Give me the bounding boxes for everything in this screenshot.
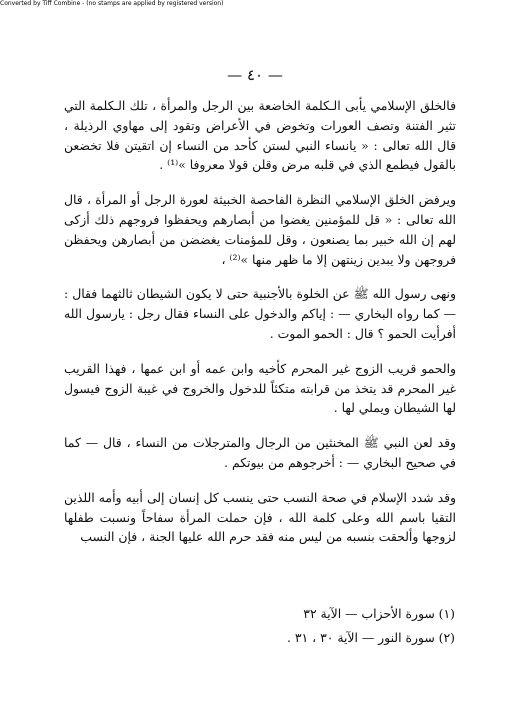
paragraph-seclusion: ونهى رسول الله ﷺ عن الخلوة بالأجنبية حتى لا يكون الشيطان ثالثهما فقال : — كما رواه البخاري — : إياكم والدخول على النساء فقال رجل : يارسول الله أفرأيت الحمو ؟ قال : الحمو الموت . — [64, 286, 456, 341]
paragraph-speech: فالخلق الإسلامي يأبى الـكلمة الخاضعة بين الرجل والمرأة ، تلك الـكلمة التي تثير الفتنة وتصف العورات وتخوض في الأعراض وتقود إلى مهاوي الرذيلة ، قال الله تعالى : « يانساء النبي لستن كأحد من النساء إن اتقيتن فلا تخضعن بالقول فيطمع الذي في قلبه مرض وقلن قولا معروفا »⁽¹⁾ . — [64, 98, 456, 173]
paragraph-in-law: والحمو قريب الزوج غير المحرم كأخيه وابن عمه أو ابن عمها ، فهذا القريب غير المحرم قد يتخذ من قرابته متكئاً للدخول والخروج في غيبة الزوج فيسول لها الشيطان ويملي لها . — [64, 360, 456, 416]
footnote-1: (١) سورة الأحزاب — الآية ٣٢ — [303, 606, 455, 621]
paragraph-lineage: وقد شدد الإسلام في صحة النسب حتى ينسب كل إنسان إلى أبيه وأمه اللذين التقيا باسم الله وعلى كلمة الله ، فإن حملت المرأة سفاحاً ونسبت طفلها لزوجها وألحقت بنسبه من ليس منه فقد حرم الله عليها الجنة ، فإن النسب — [64, 489, 456, 545]
converter-banner: Converted by Tiff Combine - (no stamps are applied by registered version) — [0, 0, 224, 7]
page-number: — ٤٠ — — [227, 66, 283, 84]
footnote-2: (٢) سورة النور — الآية ٣٠ ، ٣١ . — [286, 630, 455, 645]
footnotes — [240, 602, 455, 650]
paragraph-gaze: ويرفض الخلق الإسلامي النظرة الفاحصة الخبيثة لعورة الرجل أو المرأة ، قال الله تعالى : « قل للمؤمنين يغضوا من أبصارهم ويحفظوا فروجهم ذلك أزكى لهم إن الله خبير بما يصنعون ، وقل للمؤمنات يغضضن من أبصارهن ويحفظن فروجهن ولا يبدين زينتهن إلا ما ظهر منها »⁽²⁾ ، — [64, 192, 456, 267]
paragraph-imitation: وقد لعن النبي ﷺ المخنثين من الرجال والمترجلات من النساء ، قال — كما في صحيح البخاري — : أخرجوهم من بيوتكم . — [64, 435, 456, 470]
main-text — [64, 96, 456, 562]
